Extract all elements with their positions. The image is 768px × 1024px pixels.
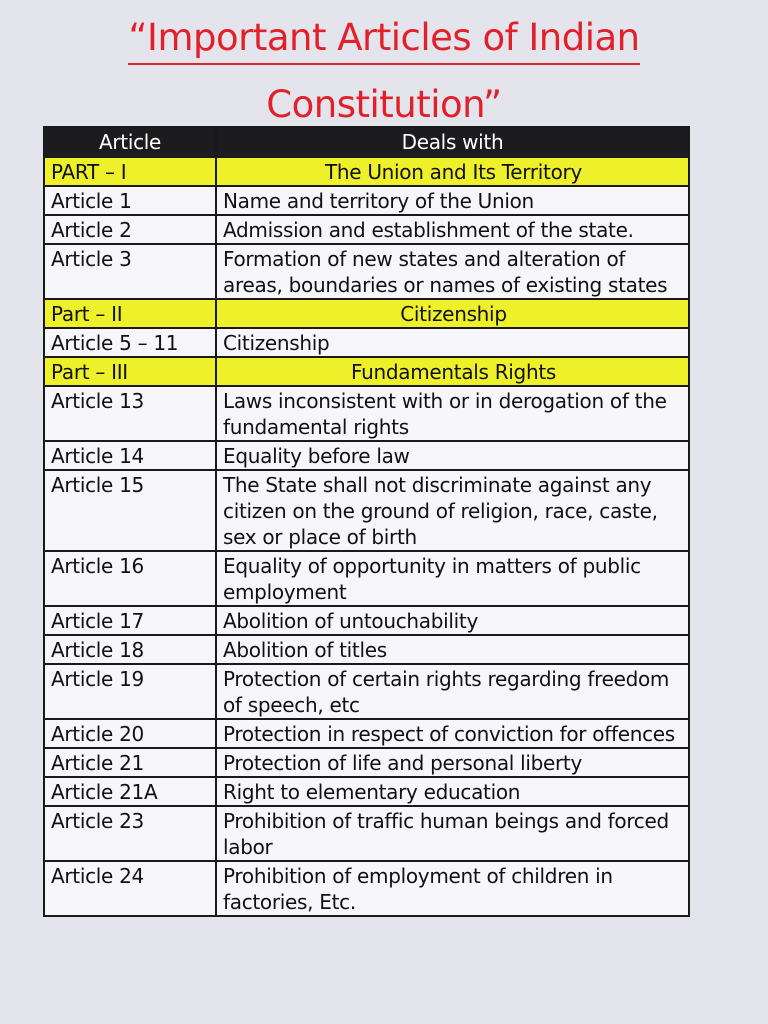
article-number: Article 16 [44,551,216,606]
part-label: Part – II [44,299,216,328]
article-number: Article 5 – 11 [44,328,216,357]
part-heading-row [44,299,689,328]
part-label: Part – III [44,357,216,386]
part-title: The Union and Its Territory [216,157,689,186]
column-header-article: Article [44,127,216,157]
column-header-deals-with: Deals with [216,127,689,157]
table-row [44,386,689,441]
article-description: Protection of certain rights regarding freedom of speech, etc [216,664,689,719]
table-row [44,777,689,806]
table-row [44,861,689,916]
table-row [44,806,689,861]
article-description: Prohibition of traffic human beings and forced labor [216,806,689,861]
article-description: Citizenship [216,328,689,357]
article-description: Formation of new states and alteration of areas, boundaries or names of existing states [216,244,689,299]
article-description: Equality of opportunity in matters of public employment [216,551,689,606]
articles-table [43,126,690,917]
article-number: Article 19 [44,664,216,719]
title-line-1: “Important Articles of Indian [128,13,639,65]
article-description: Protection of life and personal liberty [216,748,689,777]
table-row [44,441,689,470]
title-line-2: Constitution” [266,80,501,132]
table-row [44,186,689,215]
article-description: Protection in respect of conviction for offences [216,719,689,748]
table-row [44,244,689,299]
article-description: Laws inconsistent with or in derogation of the fundamental rights [216,386,689,441]
article-number: Article 20 [44,719,216,748]
part-title: Fundamentals Rights [216,357,689,386]
article-description: Abolition of untouchability [216,606,689,635]
article-number: Article 21A [44,777,216,806]
article-description: Right to elementary education [216,777,689,806]
table-row [44,470,689,551]
article-description: The State shall not discriminate against any citizen on the ground of religion, race, caste, sex or place of birth [216,470,689,551]
table-row [44,606,689,635]
page-title [0,6,768,140]
article-number: Article 18 [44,635,216,664]
part-label: PART – I [44,157,216,186]
article-number: Article 24 [44,861,216,916]
article-number: Article 13 [44,386,216,441]
table-header-row [44,127,689,157]
article-number: Article 21 [44,748,216,777]
table-row [44,551,689,606]
part-heading-row [44,357,689,386]
table-row [44,215,689,244]
article-description: Abolition of titles [216,635,689,664]
part-heading-row [44,157,689,186]
table-row [44,719,689,748]
article-number: Article 2 [44,215,216,244]
table-row [44,748,689,777]
article-description: Name and territory of the Union [216,186,689,215]
article-number: Article 17 [44,606,216,635]
article-number: Article 1 [44,186,216,215]
table-row [44,635,689,664]
table-row [44,328,689,357]
article-number: Article 23 [44,806,216,861]
part-title: Citizenship [216,299,689,328]
article-description: Admission and establishment of the state. [216,215,689,244]
article-number: Article 14 [44,441,216,470]
table-row [44,664,689,719]
article-description: Prohibition of employment of children in factories, Etc. [216,861,689,916]
table-body [44,157,689,916]
article-description: Equality before law [216,441,689,470]
article-number: Article 3 [44,244,216,299]
article-number: Article 15 [44,470,216,551]
